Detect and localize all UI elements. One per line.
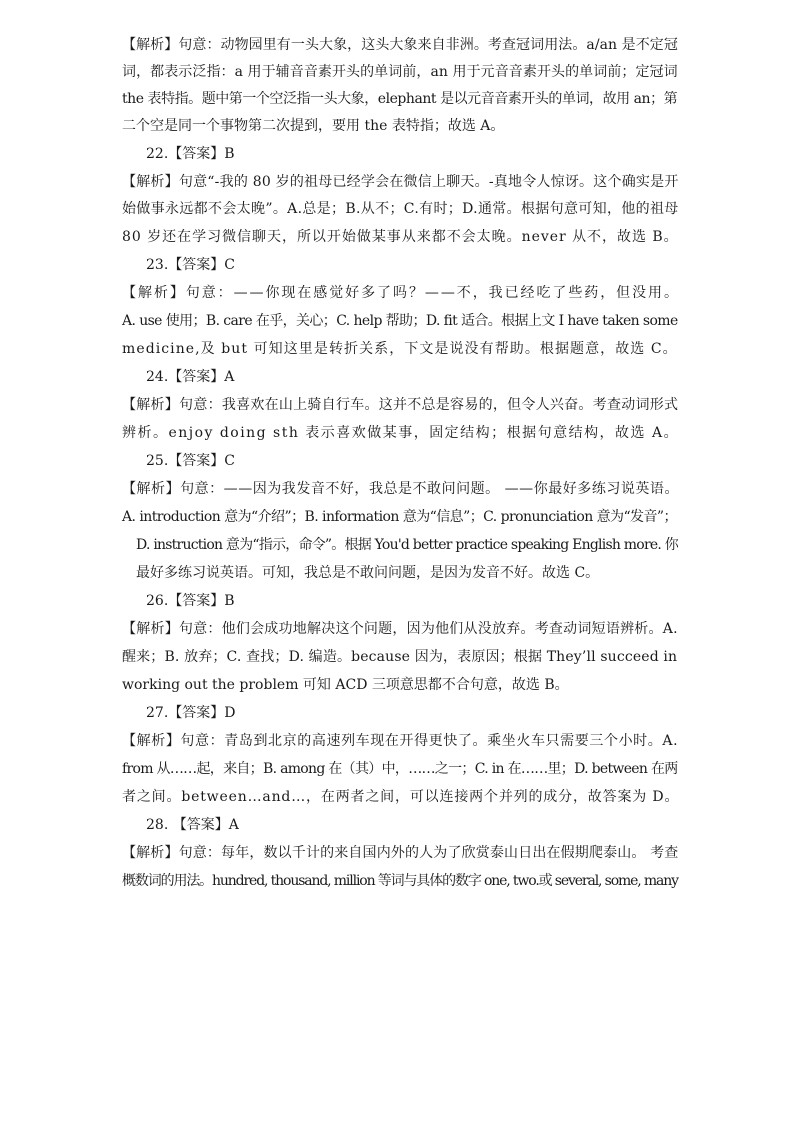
para-28-explain-line-2: 概数词的用法。hundred, thousand, million 等词与具体的数字 one, two.或 several, some, many xyxy=(122,873,678,889)
para-26-explain-line-3: working out the problem 可知 ACD 三项意思都不合句意，故选 B。 xyxy=(122,677,569,693)
para-28-explain-line-1: 【解析】句意：每年，数以千计的来自国内外的人为了欣赏泰山日出在假期爬泰山。 考查 xyxy=(122,845,679,861)
para-22-explain-line-2: 始做事永远都不会太晚”。A.总是；B.从不；C.有时；D.通常。根据句意可知，他的祖母 xyxy=(122,201,679,217)
para-26-explain-line-1: 【解析】句意：他们会成功地解决这个问题，因为他们从没放弃。考查动词短语辨析。A. xyxy=(122,621,678,637)
answer-28: 28. 【答案】A xyxy=(146,817,239,833)
para-23-explain-line-1: 【解析】句意：——你现在感觉好多了吗？——不，我已经吃了些药，但没用。 xyxy=(122,285,680,301)
para-25-explain-line-4: 最好多练习说英语。可知，我总是不敢问问题，是因为发音不好。故选 C。 xyxy=(136,565,600,581)
answer-22: 22.【答案】B xyxy=(146,146,235,162)
answer-27: 27.【答案】D xyxy=(146,705,236,721)
para-25-explain-line-2: A. introduction 意为“介绍”；B. information 意为“信息”；C. pronunciation 意为“发音”； xyxy=(122,509,677,525)
para-21-explain-line-4: 二个空是同一个事物第二次提到，要用 the 表特指；故选 A。 xyxy=(122,118,505,134)
para-21-explain-line-1: 【解析】句意：动物园里有一头大象，这头大象来自非洲。考查冠词用法。a/an 是不定冠 xyxy=(122,37,678,53)
answer-26: 26.【答案】B xyxy=(146,593,235,609)
para-21-explain-line-2: 词，都表示泛指：a 用于辅音音素开头的单词前，an 用于元音音素开头的单词前；定冠词 xyxy=(122,64,678,80)
para-25-explain-line-3: D. instruction 意为“指示，命令”。根据 You'd better practice speaking English more. 你 xyxy=(136,537,678,553)
answer-24: 24.【答案】A xyxy=(146,369,235,385)
answer-25: 25.【答案】C xyxy=(146,453,235,469)
para-23-explain-line-3: medicine,及 but 可知这里是转折关系，下文是说没有帮助。根据题意，故选 C。 xyxy=(122,341,678,357)
para-27-explain-line-3: 者之间。between…and…，在两者之间，可以连接两个并列的成分，故答案为 D。 xyxy=(122,789,680,805)
para-26-explain-line-2: 醒来；B. 放弃；C. 查找；D. 编造。because 因为，表原因；根据 They’ll succeed in xyxy=(122,649,678,665)
para-22-explain-line-1: 【解析】句意“-我的 80 岁的祖母已经学会在微信上聊天。-真地令人惊讶。这个确实是开 xyxy=(122,174,679,190)
para-22-explain-line-3: 80 岁还在学习微信聊天，所以开始做某事从来都不会太晚。never 从不，故选 B。 xyxy=(122,229,679,245)
para-27-explain-line-1: 【解析】句意：青岛到北京的高速列车现在开得更快了。乘坐火车只需要三个小时。A. xyxy=(122,733,679,749)
para-23-explain-line-2: A. use 使用；B. care 在乎，关心；C. help 帮助；D. fit 适合。根据上文 I have taken some xyxy=(122,313,678,329)
para-27-explain-line-2: from 从……起，来自；B. among 在（其）中，……之一；C. in 在……里；D. between 在两 xyxy=(122,761,678,777)
answer-23: 23.【答案】C xyxy=(146,257,235,273)
para-24-explain-line-1: 【解析】句意：我喜欢在山上骑自行车。这并不总是容易的，但令人兴奋。考查动词形式 xyxy=(122,397,679,413)
para-21-explain-line-3: the 表特指。题中第一个空泛指一头大象，elephant 是以元音音素开头的单词，故用 an；第 xyxy=(122,91,678,107)
para-24-explain-line-2: 辨析。enjoy doing sth 表示喜欢做某事，固定结构；根据句意结构，故选 A。 xyxy=(122,425,680,441)
para-25-explain-line-1: 【解析】句意：——因为我发音不好，我总是不敢问问题。 ——你最好多练习说英语。 xyxy=(122,481,679,497)
